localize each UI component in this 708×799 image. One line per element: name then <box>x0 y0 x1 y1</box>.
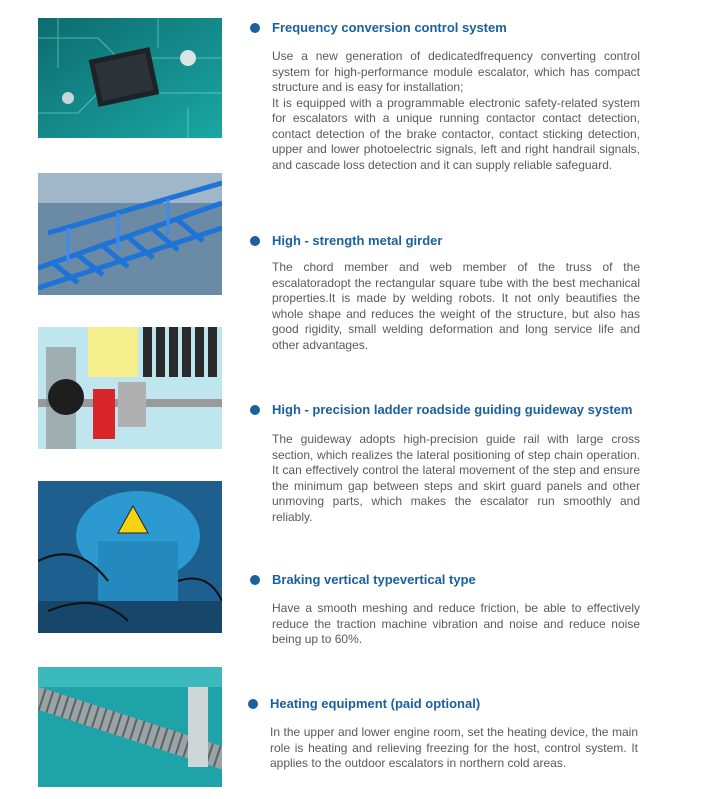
guide-rail-image <box>38 327 222 449</box>
feature-description: In the upper and lower engine room, set the heating device, the main role is heating and relieving freezing for the host, control system. It applies to the outdoor escalators in northern cold areas. <box>270 725 638 770</box>
feature-description: The chord member and web member of the truss of the escalatoradopt the rectangular square tube with the best mechanical properties.It is made by welding robots. It not only beautifies the whole shape and reduces the weight of the structure, but also has good rigidity, small welding deformation and long service life and other advantages. <box>272 260 640 352</box>
steel-truss-image <box>38 173 222 295</box>
bullet-dot-icon <box>250 236 260 246</box>
feature-title: Braking vertical typevertical type <box>250 572 476 587</box>
feature-title: High - strength metal girder <box>250 233 442 248</box>
bullet-dot-icon <box>250 23 260 33</box>
feature-title: High - precision ladder roadside guiding guideway system <box>250 402 632 417</box>
heating-equipment-image <box>38 667 222 787</box>
bullet-dot-icon <box>250 575 260 585</box>
feature-title: Heating equipment (paid optional) <box>248 696 480 711</box>
feature-description: Have a smooth meshing and reduce friction, be able to effectively reduce the traction machine vibration and noise and reduce noise being up to 60%. <box>272 601 640 646</box>
feature-title: Frequency conversion control system <box>250 20 507 35</box>
brake-motor-image <box>38 481 222 633</box>
circuit-board-image <box>38 18 222 138</box>
bullet-dot-icon <box>250 405 260 415</box>
feature-description: The guideway adopts high-precision guide rail with large cross section, which realizes the lateral positioning of step chain operation. It can effectively control the lateral movement of the step and ensure the minimum gap between steps and skirt guard panels and other unmoving parts, which makes the escalator run smoothly and reliably. <box>272 432 640 524</box>
feature-description: Use a new generation of dedicatedfrequency converting control system for high-performance module escalator, which has compact structure and is easy for installation; It is equipped with a programmable electronic safety-related system for escalators with a unique running contactor contact detection, contact detection of the brake contactor, contact sticking detection, upper and lower photoelectric signals, left and right handrail signals, and cascade loss detection and it can supply reliable safeguard. <box>272 49 640 172</box>
bullet-dot-icon <box>248 699 258 709</box>
